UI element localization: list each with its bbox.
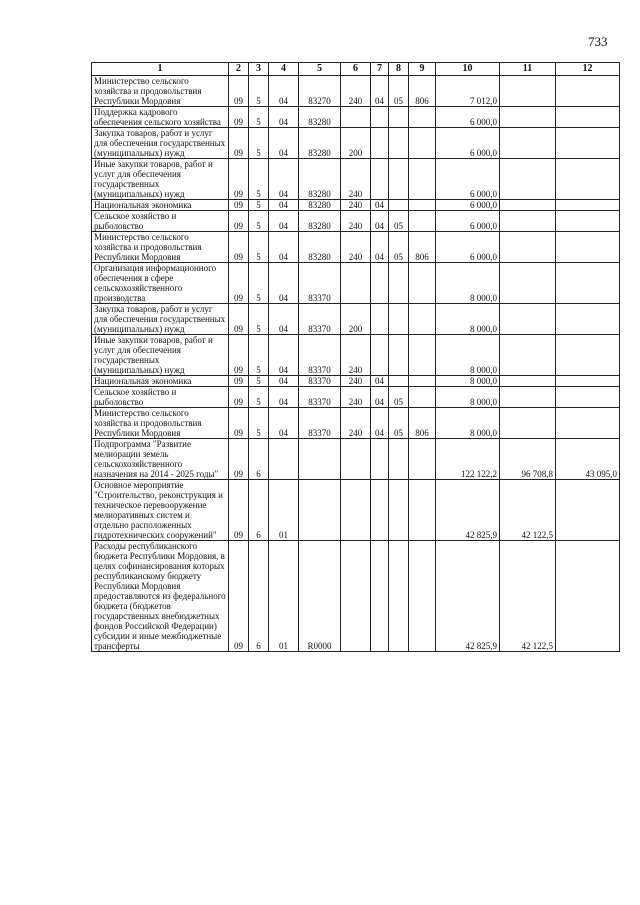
- row-name: Иные закупки товаров, работ и услуг для обеспечения государственных (муниципальных) нужд: [92, 159, 229, 200]
- table-row: [92, 439, 620, 480]
- cell-col9: [409, 263, 436, 304]
- column-header: 7: [371, 63, 389, 76]
- cell-col2: 09: [229, 408, 249, 439]
- cell-col11: [500, 304, 556, 335]
- cell-col8: [389, 439, 409, 480]
- cell-col3: 5: [249, 211, 269, 232]
- table-row: [92, 304, 620, 335]
- cell-col3: 5: [249, 387, 269, 408]
- cell-col12: [556, 376, 620, 387]
- cell-col2: 09: [229, 335, 249, 376]
- page-number: 733: [588, 34, 608, 49]
- cell-col3: 6: [249, 439, 269, 480]
- cell-col12: [556, 232, 620, 263]
- cell-col3: 5: [249, 304, 269, 335]
- cell-col9: [409, 480, 436, 541]
- cell-col11: [500, 376, 556, 387]
- cell-col5: 83280: [299, 232, 341, 263]
- cell-col10: 6 000,0: [436, 128, 500, 159]
- table-row: [92, 541, 620, 652]
- cell-col4: 04: [269, 76, 299, 107]
- header-row: [92, 63, 620, 76]
- cell-col9: [409, 541, 436, 652]
- row-name: Сельское хозяйство и рыболовство: [92, 211, 229, 232]
- cell-col8: [389, 541, 409, 652]
- cell-col11: 42 122,5: [500, 480, 556, 541]
- cell-col8: [389, 159, 409, 200]
- cell-col12: [556, 159, 620, 200]
- cell-col4: 01: [269, 480, 299, 541]
- cell-col11: [500, 128, 556, 159]
- cell-col3: 5: [249, 128, 269, 159]
- cell-col6: 240: [341, 376, 371, 387]
- cell-col9: [409, 128, 436, 159]
- table-row: [92, 387, 620, 408]
- cell-col6: [341, 107, 371, 128]
- row-name: Сельское хозяйство и рыболовство: [92, 387, 229, 408]
- cell-col10: 8 000,0: [436, 304, 500, 335]
- column-header: 3: [249, 63, 269, 76]
- cell-col2: 09: [229, 387, 249, 408]
- column-header: 2: [229, 63, 249, 76]
- cell-col6: 240: [341, 159, 371, 200]
- cell-col5: [299, 480, 341, 541]
- cell-col4: 04: [269, 232, 299, 263]
- cell-col6: [341, 541, 371, 652]
- cell-col8: [389, 128, 409, 159]
- cell-col4: 04: [269, 304, 299, 335]
- column-header: 10: [436, 63, 500, 76]
- cell-col12: [556, 335, 620, 376]
- cell-col11: [500, 387, 556, 408]
- cell-col9: 806: [409, 408, 436, 439]
- table-row: [92, 200, 620, 211]
- row-name: Министерство сельского хозяйства и продовольствия Республики Мордовия: [92, 76, 229, 107]
- cell-col7: [371, 263, 389, 304]
- cell-col5: R0000: [299, 541, 341, 652]
- cell-col5: 83370: [299, 263, 341, 304]
- cell-col12: [556, 107, 620, 128]
- cell-col10: 6 000,0: [436, 200, 500, 211]
- cell-col5: 83280: [299, 159, 341, 200]
- table-row: [92, 263, 620, 304]
- cell-col2: 09: [229, 232, 249, 263]
- cell-col12: [556, 211, 620, 232]
- row-name: Поддержка кадрового обеспечения сельского хозяйства: [92, 107, 229, 128]
- cell-col10: 7 012,0: [436, 76, 500, 107]
- cell-col9: [409, 439, 436, 480]
- table-row: [92, 128, 620, 159]
- cell-col2: 09: [229, 76, 249, 107]
- cell-col8: 05: [389, 408, 409, 439]
- cell-col3: 5: [249, 335, 269, 376]
- cell-col11: [500, 107, 556, 128]
- cell-col5: [299, 439, 341, 480]
- cell-col5: 83280: [299, 200, 341, 211]
- cell-col9: [409, 387, 436, 408]
- cell-col3: 6: [249, 541, 269, 652]
- cell-col4: 04: [269, 376, 299, 387]
- cell-col8: 05: [389, 387, 409, 408]
- table-row: [92, 76, 620, 107]
- table-row: [92, 159, 620, 200]
- column-header: 4: [269, 63, 299, 76]
- table-row: [92, 480, 620, 541]
- cell-col6: 240: [341, 408, 371, 439]
- column-header: 12: [556, 63, 620, 76]
- column-header: 5: [299, 63, 341, 76]
- cell-col12: [556, 263, 620, 304]
- cell-col4: [269, 439, 299, 480]
- cell-col10: 6 000,0: [436, 211, 500, 232]
- row-name: Национальная экономика: [92, 200, 229, 211]
- cell-col5: 83280: [299, 211, 341, 232]
- cell-col7: 04: [371, 76, 389, 107]
- cell-col6: 240: [341, 387, 371, 408]
- cell-col10: 8 000,0: [436, 263, 500, 304]
- cell-col2: 09: [229, 439, 249, 480]
- column-header: 11: [500, 63, 556, 76]
- table-row: [92, 408, 620, 439]
- column-header: 6: [341, 63, 371, 76]
- cell-col6: 240: [341, 335, 371, 376]
- cell-col11: [500, 408, 556, 439]
- cell-col3: 5: [249, 376, 269, 387]
- cell-col8: [389, 107, 409, 128]
- cell-col5: 83280: [299, 107, 341, 128]
- cell-col2: 09: [229, 159, 249, 200]
- cell-col7: [371, 159, 389, 200]
- cell-col5: 83370: [299, 304, 341, 335]
- cell-col10: 8 000,0: [436, 335, 500, 376]
- cell-col3: 5: [249, 200, 269, 211]
- row-name: Основное мероприятие "Строительство, реконструкция и техническое перевооружение мелиоративных систем и отдельно расположенных гидротехнических сооружений": [92, 480, 229, 541]
- cell-col10: 42 825,9: [436, 480, 500, 541]
- cell-col10: 122 122,2: [436, 439, 500, 480]
- cell-col7: 04: [371, 376, 389, 387]
- cell-col11: [500, 232, 556, 263]
- cell-col8: [389, 376, 409, 387]
- cell-col2: 09: [229, 128, 249, 159]
- cell-col7: 04: [371, 408, 389, 439]
- cell-col2: 09: [229, 541, 249, 652]
- cell-col3: 5: [249, 159, 269, 200]
- cell-col7: [371, 128, 389, 159]
- cell-col5: 83370: [299, 408, 341, 439]
- cell-col6: 240: [341, 200, 371, 211]
- cell-col11: [500, 76, 556, 107]
- cell-col11: [500, 211, 556, 232]
- cell-col4: 04: [269, 211, 299, 232]
- cell-col9: [409, 159, 436, 200]
- cell-col2: 09: [229, 263, 249, 304]
- budget-table: [91, 62, 620, 652]
- cell-col8: [389, 304, 409, 335]
- cell-col6: [341, 439, 371, 480]
- column-header: 8: [389, 63, 409, 76]
- cell-col5: 83370: [299, 335, 341, 376]
- cell-col10: 42 825,9: [436, 541, 500, 652]
- cell-col4: 04: [269, 200, 299, 211]
- cell-col12: [556, 128, 620, 159]
- cell-col4: 04: [269, 335, 299, 376]
- cell-col10: 6 000,0: [436, 159, 500, 200]
- cell-col8: [389, 263, 409, 304]
- cell-col3: 6: [249, 480, 269, 541]
- cell-col8: [389, 335, 409, 376]
- row-name: Расходы республиканского бюджета Республики Мордовия, в целях софинансирования которых республиканскому бюджету Республики Мордовия предоставляются из федерального бюджета (бюджетов государственных внебюджетных фондов Российской Федерации) субсидии и иные межбюджетные трансферты: [92, 541, 229, 652]
- column-header: 1: [92, 63, 229, 76]
- column-header: 9: [409, 63, 436, 76]
- row-name: Министерство сельского хозяйства и продовольствия Республики Мордовия: [92, 408, 229, 439]
- cell-col7: 04: [371, 232, 389, 263]
- cell-col8: 05: [389, 211, 409, 232]
- cell-col6: 240: [341, 76, 371, 107]
- cell-col6: 200: [341, 304, 371, 335]
- cell-col2: 09: [229, 304, 249, 335]
- cell-col3: 5: [249, 107, 269, 128]
- cell-col10: 6 000,0: [436, 107, 500, 128]
- cell-col7: [371, 304, 389, 335]
- cell-col11: [500, 335, 556, 376]
- cell-col5: 83370: [299, 387, 341, 408]
- cell-col12: [556, 200, 620, 211]
- cell-col2: 09: [229, 107, 249, 128]
- cell-col5: 83280: [299, 128, 341, 159]
- table-row: [92, 211, 620, 232]
- cell-col7: [371, 541, 389, 652]
- cell-col7: [371, 107, 389, 128]
- cell-col10: 8 000,0: [436, 387, 500, 408]
- cell-col9: [409, 304, 436, 335]
- row-name: Организация информационного обеспечения в сфере сельскохозяйственного производства: [92, 263, 229, 304]
- cell-col2: 09: [229, 480, 249, 541]
- cell-col4: 04: [269, 387, 299, 408]
- cell-col8: [389, 480, 409, 541]
- table-row: [92, 107, 620, 128]
- cell-col12: [556, 387, 620, 408]
- cell-col12: 43 095,0: [556, 439, 620, 480]
- row-name: Иные закупки товаров, работ и услуг для обеспечения государственных (муниципальных) нужд: [92, 335, 229, 376]
- cell-col9: 806: [409, 232, 436, 263]
- cell-col8: [389, 200, 409, 211]
- cell-col6: [341, 263, 371, 304]
- row-name: Закупка товаров, работ и услуг для обеспечения государственных (муниципальных) нужд: [92, 304, 229, 335]
- row-name: Подпрограмма "Развитие мелиорации земель сельскохозяйственного назначения на 2014 - 2025 годы": [92, 439, 229, 480]
- cell-col3: 5: [249, 408, 269, 439]
- cell-col9: [409, 107, 436, 128]
- row-name: Министерство сельского хозяйства и продовольствия Республики Мордовия: [92, 232, 229, 263]
- cell-col2: 09: [229, 200, 249, 211]
- cell-col12: [556, 480, 620, 541]
- cell-col4: 04: [269, 107, 299, 128]
- cell-col9: [409, 200, 436, 211]
- cell-col9: 806: [409, 76, 436, 107]
- cell-col12: [556, 76, 620, 107]
- cell-col11: 96 708,8: [500, 439, 556, 480]
- cell-col11: [500, 263, 556, 304]
- cell-col2: 09: [229, 211, 249, 232]
- cell-col3: 5: [249, 76, 269, 107]
- cell-col11: 42 122,5: [500, 541, 556, 652]
- cell-col11: [500, 159, 556, 200]
- cell-col9: [409, 335, 436, 376]
- cell-col3: 5: [249, 232, 269, 263]
- cell-col4: 04: [269, 263, 299, 304]
- cell-col3: 5: [249, 263, 269, 304]
- table-row: [92, 335, 620, 376]
- cell-col7: [371, 335, 389, 376]
- cell-col2: 09: [229, 376, 249, 387]
- cell-col9: [409, 376, 436, 387]
- cell-col6: [341, 480, 371, 541]
- cell-col4: 04: [269, 159, 299, 200]
- cell-col9: [409, 211, 436, 232]
- cell-col8: 05: [389, 76, 409, 107]
- row-name: Национальная экономика: [92, 376, 229, 387]
- cell-col12: [556, 304, 620, 335]
- cell-col10: 6 000,0: [436, 232, 500, 263]
- cell-col5: 83370: [299, 376, 341, 387]
- cell-col6: 200: [341, 128, 371, 159]
- cell-col4: 04: [269, 128, 299, 159]
- cell-col8: 05: [389, 232, 409, 263]
- cell-col6: 240: [341, 211, 371, 232]
- cell-col6: 240: [341, 232, 371, 263]
- cell-col10: 8 000,0: [436, 376, 500, 387]
- cell-col4: 04: [269, 408, 299, 439]
- cell-col11: [500, 200, 556, 211]
- cell-col7: 04: [371, 200, 389, 211]
- table-row: [92, 232, 620, 263]
- cell-col7: [371, 480, 389, 541]
- cell-col7: 04: [371, 211, 389, 232]
- cell-col12: [556, 541, 620, 652]
- table-row: [92, 376, 620, 387]
- cell-col5: 83270: [299, 76, 341, 107]
- cell-col7: 04: [371, 387, 389, 408]
- cell-col12: [556, 408, 620, 439]
- cell-col7: [371, 439, 389, 480]
- cell-col10: 8 000,0: [436, 408, 500, 439]
- row-name: Закупка товаров, работ и услуг для обеспечения государственных (муниципальных) нужд: [92, 128, 229, 159]
- cell-col4: 01: [269, 541, 299, 652]
